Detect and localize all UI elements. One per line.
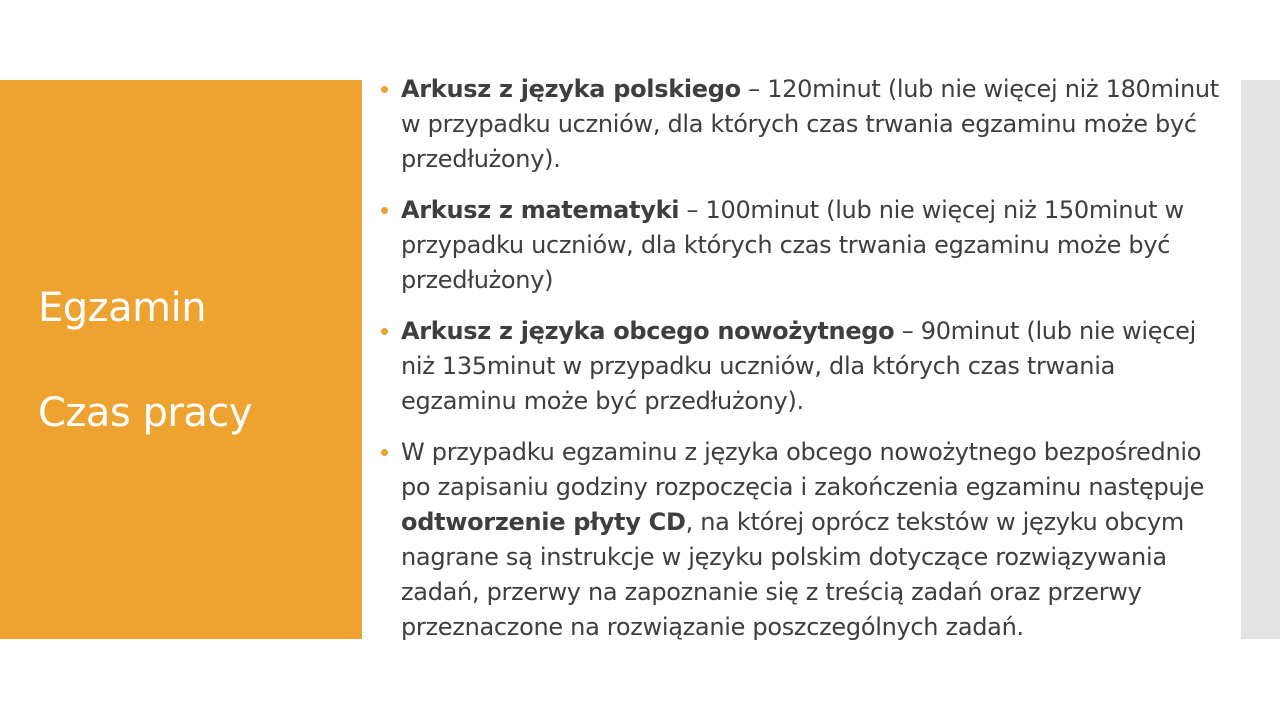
- bullet-text: W przypadku egzaminu z języka obcego nowożytnego bezpośrednio po zapisaniu godziny rozpoczęcia i zakończenia egzaminu następuje: [401, 438, 1205, 501]
- bullet-item-math: [378, 193, 1224, 298]
- bullet-icon: [381, 86, 388, 93]
- bullet-emphasis: odtworzenie płyty CD: [401, 508, 686, 536]
- decorative-side-bar: [1241, 80, 1280, 639]
- bullet-icon: [381, 207, 388, 214]
- slide-title: Egzamin: [38, 285, 207, 331]
- title-panel: [0, 80, 362, 639]
- bullet-text: – 100minut (lub nie więcej niż 150minut w przypadku uczniów, dla których czas trwania egzaminu może być przedłużony): [401, 196, 1184, 294]
- bullet-heading: Arkusz z języka polskiego: [401, 75, 741, 103]
- bullet-item-polish: [378, 72, 1224, 177]
- slide-subtitle: Czas pracy: [38, 390, 253, 436]
- bullet-text: – 90minut (lub nie więcej niż 135minut w przypadku uczniów, dla których czas trwania egzaminu może być przedłużony).: [401, 317, 1196, 415]
- bullet-list: [378, 72, 1224, 661]
- bullet-text: – 120minut (lub nie więcej niż 180minut w przypadku uczniów, dla których czas trwania egzaminu może być przedłużony).: [401, 75, 1219, 173]
- bullet-item-foreign-language: [378, 314, 1224, 419]
- bullet-icon: [381, 328, 388, 335]
- bullet-heading: Arkusz z matematyki: [401, 196, 680, 224]
- bullet-item-cd-playback: [378, 435, 1224, 645]
- bullet-icon: [381, 449, 388, 456]
- bullet-heading: Arkusz z języka obcego nowożytnego: [401, 317, 895, 345]
- bullet-text: , na której oprócz tekstów w języku obcym nagrane są instrukcje w języku polskim dotyczące rozwiązywania zadań, przerwy na zapoznanie się z treścią zadań oraz przerwy przeznaczone na rozwiązanie poszczególnych zadań.: [401, 508, 1184, 641]
